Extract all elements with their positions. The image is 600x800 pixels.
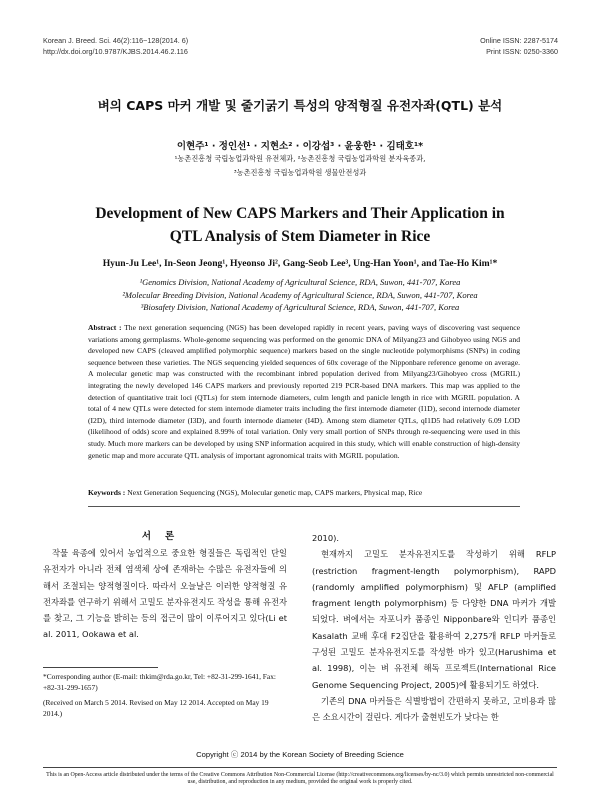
english-affiliation: ³Biosafety Division, National Academy of Agricultural Science, RDA, Suwon, 441-707, Korea [140, 302, 460, 312]
korean-affiliations [0, 152, 600, 180]
online-issn: Online ISSN: 2287-5174 [480, 36, 558, 45]
english-title-line: Development of New CAPS Markers and Their Application in [95, 205, 505, 222]
journal-citation-header [43, 35, 188, 57]
corresponding-author: *Corresponding author (E-mail: thkim@rda.go.kr, Tel: +82-31-299-1641, Fax: +82-31-299-1657) [43, 672, 276, 692]
body-paragraph: 작물 육종에 있어서 농업적으로 중요한 형질들은 독립적인 단일 유전자가 아니라 전체 염색체 상에 존재하는 수많은 유전자들에 의해서 조절되는 양적형질이다. 따라서 오늘날은 이러한 양적형질 유전자좌를 연구하기 위해서 고밀도 분자유전지도 작성을 통해 유전자를 찾고, 그 기능을 밝히는 등의 접근이 많이 이루어지고 있다(Li et al. 2011, Ookawa et al. [43, 548, 287, 640]
english-authors: Hyun-Ju Lee¹, In-Seon Jeong¹, Hyeonso Ji², Gang-Seob Lee³, Ung-Han Yoon¹, and Tae-Ho Kim¹* [102, 258, 498, 269]
korean-affiliation-line: ¹농촌진흥청 국립농업과학원 유전체과, ²농촌진흥청 국립농업과학원 분자육종과, [174, 154, 426, 163]
english-affiliation: ²Molecular Breeding Division, National Academy of Agricultural Science, RDA, Suwon, 441-707, Korea [122, 289, 478, 300]
korean-title: 벼의 CAPS 마커 개발 및 줄기굵기 특성의 양적형질 유전자좌(QTL) 분석 [97, 98, 503, 113]
print-issn: Print ISSN: 0250-3360 [486, 47, 558, 56]
doi-line[interactable]: http://dx.doi.org/10.9787/KJBS.2014.46.2.116 [43, 47, 188, 56]
left-column [43, 545, 287, 643]
keywords-text: Next Generation Sequencing (NGS), Molecular genetic map, CAPS markers, Physical map, Rice [127, 488, 423, 497]
abstract-text: The next generation sequencing (NGS) has been developed rapidly in recent years, paving ways of discovering vast sequence variations among germplasms. Whole-genome sequencing was performed on the genomic DNA of Milyang23 and Gihobyeo using NGS and developed new CAPS (cleaved amplified polymorphic sequence) markers based on the single nucleotide polymorphisms (SNPs) in coding sequence between these varieties. The NGS sequencing yielded sequences of 60x coverage of the Nipponbare reference genome on average. A molecular genetic map was constructed with the recombinant inbred population derived from Milyang23/Gihobyeo cross (MGRIL) integrating the newly developed 146 CAPS markers and previously reported 219 PCR-based DNA markers. This map was applied to the detection of quantitative trait loci (QTLs) for stem internode diameters, culm length and panicle length in rice with MGRIL population. A total of 4 new QTLs were detected for stem internode diameter traits including the first internode diameter (I1D), second internode diameter (I2D), third internode diameter (I3D), and fourth internode diameter (I4D). Among stem diameter QTLs, qI1D5 had relatively 6.09 LOD (likelihood of odds) score and explained 8.99% of total variation. Only very small portion of SNPs through re-sequencing were used in this study. Much more markers can be developed by using SNP information acquired in this study, which will enable construction of high-density genetic map and more accurate QTL analysis of important agronomical traits with MGRIL population. [88, 323, 520, 460]
section-divider [88, 506, 520, 507]
received-dates: (Received on March 5 2014. Revised on May 12 2014. Accepted on May 19 2014.) [43, 698, 269, 718]
footnote-divider [43, 667, 158, 668]
body-paragraph-continued: 2010). [312, 533, 339, 543]
keywords-label: Keywords : [88, 488, 126, 497]
korean-affiliation-line: ³농촌진흥청 국립농업과학원 생물안전성과 [233, 168, 367, 177]
body-paragraph: 현재까지 고밀도 분자유전지도를 작성하기 위해 RFLP (restriction fragment-length polymorphism), RAPD (randomly amplified polymorphism) 및 AFLP (amplified fragment length polymorphism) 등 다양한 DNA 마커가 개발되었다. 벼에서는 자포니카 품종인 Nipponbare와 인디카 품종인 Kasalath 교배 후대 F2집단을 활용하여 2,275개 RFLP 마커들로 구성된 고밀도 분자유전지도를 작성한 바가 있고(Harushima et al. 1998), 이는 벼 유전체 해독 프로젝트(International Rice Genome Sequencing Project, 2005)에 활용되기도 하였다. [312, 549, 556, 690]
keywords [88, 487, 520, 498]
english-title-line: QTL Analysis of Stem Diameter in Rice [169, 228, 431, 245]
abstract-label: Abstract : [88, 323, 122, 332]
body-paragraph: 기존의 DNA 마커들은 식별방법이 간편하지 못하고, 고비용과 많은 소요시간이 걸린다. 게다가 출현빈도가 낮다는 한 [312, 695, 556, 723]
license-notice: This is an Open-Access article distributed under the terms of the Creative Commons Attribution Non-Commercial License (http://creativecommons.org/licenses/by-nc/3.0) which permits unrestricted non-commercial use, distribution, and reproduction in any medium, provided the original work is properly cited. [46, 772, 554, 786]
english-affiliations [0, 276, 600, 314]
english-affiliation: ¹Genomics Division, National Academy of Agricultural Science, RDA, Suwon, 441-707, Korea [139, 277, 461, 287]
copyright-notice: Copyright ⓒ 2014 by the Korean Society of Breeding Science [196, 750, 404, 759]
right-column [312, 530, 556, 726]
korean-authors: 이현주¹ · 정인선¹ · 지현소² · 이강섭³ · 윤웅한¹ · 김태호¹* [176, 141, 424, 152]
abstract [88, 322, 520, 461]
footnote [43, 672, 287, 724]
footer-divider [43, 767, 557, 768]
issn-header [480, 35, 558, 57]
journal-line: Korean J. Breed. Sci. 46(2):116~128(2014. 6) [43, 36, 189, 45]
english-title [0, 202, 600, 248]
section-heading-introduction: 서론 [141, 531, 189, 542]
